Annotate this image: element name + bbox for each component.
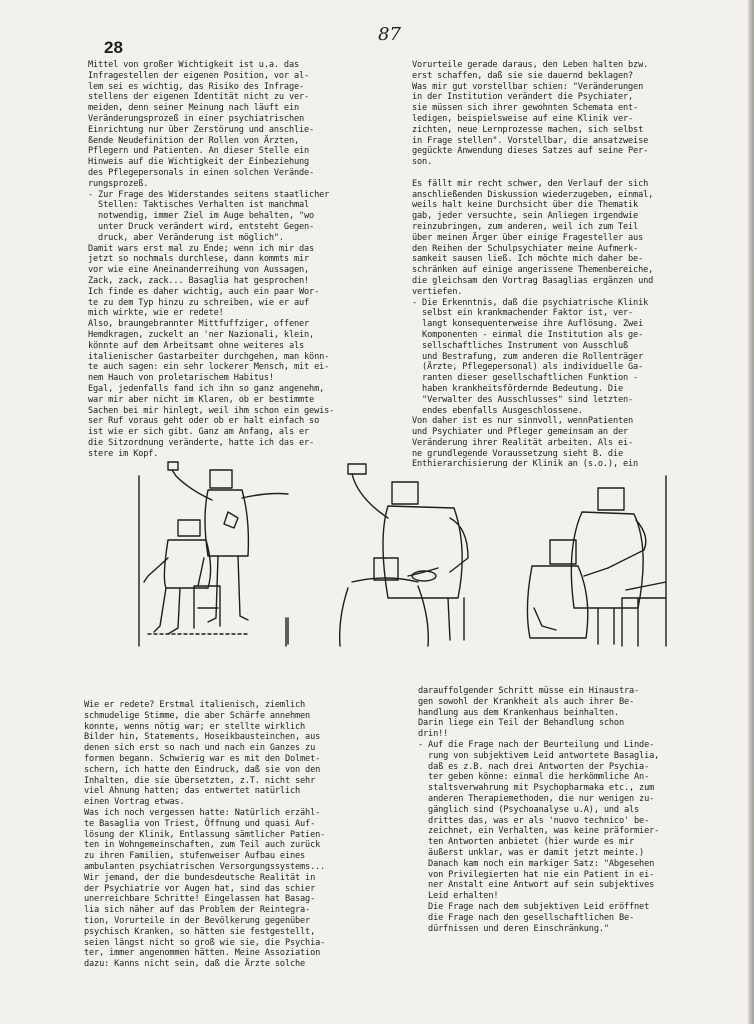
- text-line: Enthierarchisierung der Klinik an (s.o.), ein: [412, 459, 639, 470]
- text-line: ten in Wohngemeinschaften, zum Teil auch zurück: [84, 840, 321, 851]
- text-line: seien längst nicht so groß wie sie, die Psychia-: [84, 937, 326, 948]
- text-line: Vorurteile gerade daraus, den Leben halten bzw.: [412, 60, 649, 70]
- text-line: drin!!: [418, 729, 449, 740]
- text-line: staltsverwahrung mit Psychopharmaka etc., zum: [418, 783, 655, 794]
- text-line: des Pflegepersonals in einen solchen Verände-: [88, 167, 315, 178]
- text-line: ten Antworten anbietet (hier wurde es mir: [418, 837, 635, 848]
- text-column-bottom-left: [84, 700, 384, 970]
- text-line: te auch sagen: ein sehr lockerer Mensch, mit ei-: [88, 362, 330, 373]
- text-line: unter Druck verändert wird, entsteht Gegen-: [88, 221, 315, 232]
- text-line: - Die Erkenntnis, daß die psychiatrische Klinik: [412, 297, 649, 308]
- text-line: samkeit sausen ließ. Ich möchte mich daher be-: [412, 254, 644, 265]
- text-line: in der Institution verändert die Psychiater,: [412, 92, 634, 103]
- text-line: te zu dem Typ hinzu zu schreiben, wie er auf: [88, 297, 310, 308]
- text-line: drittes das, was er als 'nuovo technico' be-: [418, 815, 650, 826]
- text-column-bottom-right: [418, 686, 724, 936]
- text-line: Von daher ist es nur sinnvoll, wennPatienten: [412, 416, 634, 427]
- text-line: notwendig, immer Ziel im Auge behalten, "wo: [88, 211, 315, 222]
- text-line: Mittel von großer Wichtigkeit ist u.a. das: [88, 60, 300, 70]
- text-line: Was ich noch vergessen hatte: Natürlich erzähl-: [84, 807, 321, 818]
- cartoon-illustration: [138, 458, 670, 654]
- text-line: Darin liege ein Teil der Behandlung schon: [418, 718, 624, 729]
- text-line: - Auf die Frage nach der Beurteilung und Linde-: [418, 739, 655, 750]
- text-line: [412, 168, 722, 179]
- text-line: lösung der Klinik, Entlassung sämtlicher Patien-: [84, 829, 326, 840]
- text-line: Leid erhalten!: [418, 891, 499, 902]
- text-line: Was mir gut vorstellbar schien: "Veränderungen: [412, 81, 644, 92]
- text-line: die gleichsam den Vortrag Basaglias ergänzen und: [412, 275, 654, 286]
- text-line: Bilder hin, Statements, Hoseikbausteinchen, aus: [84, 732, 321, 743]
- text-line: Hemdkragen, zuckelt an 'ner Nazionali, klein,: [88, 329, 315, 340]
- text-line: ledigen, beispielsweise auf eine Klinik ver-: [412, 113, 634, 124]
- text-line: ist wie er sich gibt. Ganz am Anfang, als er: [88, 427, 310, 438]
- text-line: denen sich erst so nach und nach ein Ganzes zu: [84, 743, 316, 754]
- text-line: von Privilegierten hat nie ein Patient in ei-: [418, 869, 655, 880]
- text-line: und Psychiater und Pfleger gemeinsam an der: [412, 427, 629, 438]
- text-line: lem sei es wichtig, das Risiko des Infrage-: [88, 81, 305, 92]
- text-line: ter geben könne: einmal die herkömmliche An-: [418, 772, 650, 783]
- text-line: Pflegern und Patienten. An dieser Stelle ein: [88, 146, 310, 157]
- text-line: Es fällt mir recht schwer, den Verlauf der sich: [412, 178, 649, 189]
- text-line: war mir aber nicht im Klaren, ob er bestimmte: [88, 394, 315, 405]
- text-line: konnte, wenns nötig war; er stellte wirklich: [84, 721, 306, 732]
- text-line: äußerst unklar, was er damit jetzt meinte.): [418, 847, 645, 858]
- cartoon-panel-3: [527, 488, 666, 646]
- text-line: Wie er redete? Erstmal italienisch, ziemlich: [84, 700, 306, 710]
- text-line: Komponenten - einmal die Institution als ge-: [412, 329, 644, 340]
- text-line: rungsprozeß.: [88, 178, 149, 189]
- text-line: meiden, denn seiner Meinung nach läuft ein: [88, 103, 300, 114]
- text-line: selbst ein krankmachender Faktor ist, ver-: [412, 308, 634, 319]
- text-line: Egal, jedenfalls fand ich ihn so ganz angenehm,: [88, 383, 325, 394]
- text-line: stere im Kopf.: [88, 448, 159, 459]
- text-line: - Zur Frage des Widerstandes seitens staatlicher: [88, 189, 330, 200]
- text-line: Einrichtung nur über Zerstörung und anschlie-: [88, 124, 315, 135]
- text-line: den Reihen der Schulpsychiater meine Aufmerk-: [412, 243, 639, 254]
- printed-page-number: 28: [104, 38, 123, 57]
- text-line: erst schaffen, daß sie sie dauernd beklagen?: [412, 70, 634, 81]
- text-line: gegückte Anwendung dieses Satzes auf seine Per-: [412, 146, 649, 157]
- text-line: nem Hauch von proletarischem Habitus!: [88, 373, 274, 384]
- text-line: vertiefen.: [412, 286, 463, 297]
- text-line: die Frage nach den gesellschaftlichen Be-: [418, 912, 635, 923]
- text-line: Hinweis auf die Wichtigkeit der Einbeziehung: [88, 157, 310, 168]
- text-line: mich wirkte, wie er redete!: [88, 308, 224, 319]
- text-line: Inhalten, die sie übersetzten, z.T. nicht sehr: [84, 775, 316, 786]
- text-line: vor wie eine Aneinanderreihung von Aussagen,: [88, 265, 310, 276]
- text-line: anderen Therapiemethoden, die nur wenigen zu-: [418, 793, 655, 804]
- text-line: psychisch Kranken, so hätten sie festgestellt,: [84, 926, 316, 937]
- text-line: zu ihren Familien, stufenweiser Aufbau eines: [84, 851, 306, 862]
- text-line: Sachen bei mir hinlegt, weil ihm schon ein gewis-: [88, 405, 335, 416]
- text-line: könnte auf dem Arbeitsamt ohne weiteres als: [88, 340, 305, 351]
- text-line: stellens der eigenen Identität nicht zu ver-: [88, 92, 310, 103]
- text-line: druck, aber Veränderung ist möglich".: [88, 232, 284, 243]
- text-line: gen sowohl der Krankheit als auch ihrer Be-: [418, 696, 635, 707]
- text-line: gänglich sind (Psychoanalyse u.A), und als: [418, 804, 640, 815]
- text-line: handlung aus dem Krankenhaus beinhalten.: [418, 707, 619, 718]
- text-line: ne grundlegende Voraussetzung sieht B. die: [412, 448, 624, 459]
- text-line: die Sitzordnung veränderte, hatte ich das er-: [88, 437, 315, 448]
- text-line: ser Ruf voraus geht oder ob er halt einfach so: [88, 416, 320, 427]
- page-edge-shadow: [748, 0, 754, 1024]
- text-line: und Bestrafung, zum anderen die Rollenträger: [412, 351, 644, 362]
- text-line: rung von subjektivem Leid antwortete Basaglia,: [418, 750, 660, 761]
- cartoon-panel-1: [144, 462, 288, 634]
- text-line: ranten dieser gesellschaftlichen Funktion -: [412, 373, 639, 384]
- text-line: unerreichbare Schritte! Eingelassen hat Basag-: [84, 894, 316, 905]
- text-line: Stellen: Taktisches Verhalten ist manchmal: [88, 200, 310, 211]
- text-line: ner Anstalt eine Antwort auf sein subjektives: [418, 880, 655, 891]
- text-line: sie müssen sich ihrer gewohnten Schemata ent-: [412, 103, 639, 114]
- text-line: (Ärzte, Pflegepersonal) als individuelle Ga-: [412, 362, 644, 373]
- text-line: schränken auf einige angerissene Themenbereiche,: [412, 265, 654, 276]
- text-column-top-left: [88, 60, 388, 459]
- text-line: son.: [412, 157, 433, 168]
- text-line: Infragestellen der eigenen Position, vor al-: [88, 70, 310, 81]
- text-line: zichten, neue Lernprozesse machen, sich selbst: [412, 124, 644, 135]
- handwritten-page-number: 87: [378, 24, 401, 45]
- text-column-top-right: [412, 60, 722, 470]
- text-line: "Verwalter des Ausschlusses" sind letzten-: [412, 394, 634, 405]
- text-line: der Psychiatrie vor Augen hat, sind das schier: [84, 883, 316, 894]
- text-line: schmudelige Stimme, die aber Schärfe annehmen: [84, 710, 311, 721]
- text-line: reinzubringen, zum anderen, weil ich zum Teil: [412, 221, 639, 232]
- text-line: Wir jemand, der die bundesdeutsche Realität in: [84, 872, 316, 883]
- text-line: einen Vortrag etwas.: [84, 797, 185, 808]
- text-line: sellschaftliches Instrument von Ausschluß: [412, 340, 629, 351]
- text-line: schern, ich hatte den Eindruck, daß sie von den: [84, 764, 321, 775]
- text-line: über meinen Ärger über einige Fragesteller aus: [412, 232, 644, 243]
- text-line: Also, braungebrannter Mittfuffziger, offener: [88, 319, 310, 330]
- text-line: Ich finde es daher wichtig, auch ein paar Wor-: [88, 286, 320, 297]
- text-line: tion, Vorurteile in der Bevölkerung gegenüber: [84, 915, 311, 926]
- text-line: te Basaglia von Triest, Öffnung und quasi Auf-: [84, 818, 316, 829]
- text-line: dazu: Kanns nicht sein, daß die Ärzte solche: [84, 959, 306, 970]
- text-line: ßende Neudefinition der Rollen von Ärzten,: [88, 135, 300, 146]
- text-line: ter, immer angenommen hätten. Meine Assoziation: [84, 948, 321, 959]
- text-line: ambulanten psychiatrischen Versorgungssystems...: [84, 861, 326, 872]
- text-line: weils halt keine Durchsicht über die Thematik: [412, 200, 639, 211]
- text-line: gab, jeder versuchte, sein Anliegen irgendwie: [412, 211, 639, 222]
- cartoon-panel-2: [288, 464, 468, 646]
- text-line: langt konsequenterweise ihre Auflösung. Zwei: [412, 319, 644, 330]
- text-line: Zack, zack, zack... Basaglia hat gesprochen!: [88, 275, 310, 286]
- text-line: formen begann. Schwierig war es mit den Dolmet-: [84, 753, 321, 764]
- text-line: endes ebenfalls Ausgeschlossene.: [412, 405, 583, 416]
- text-line: jetzt so nochmals durchlese, dann kommts mir: [88, 254, 310, 265]
- text-line: Veränderung ihrer Realität arbeiten. Als ei-: [412, 437, 634, 448]
- text-line: Veränderungsprozeß in einer psychiatrischen: [88, 113, 305, 124]
- text-line: viel Ahnung hatten; das entwertet natürlich: [84, 786, 301, 797]
- text-line: darauffolgender Schritt müsse ein Hinaustra-: [418, 686, 640, 696]
- text-line: Die Frage nach dem subjektiven Leid eröffnet: [418, 901, 650, 912]
- text-line: italienischer Gastarbeiter durchgehen, man könn-: [88, 351, 330, 362]
- text-line: lia sich näher auf das Problem der Reintegra-: [84, 905, 311, 916]
- text-line: in Frage stellen". Vorstellbar, die ansatzweise: [412, 135, 649, 146]
- text-line: haben krankheitsfördernde Bedeutung. Die: [412, 383, 624, 394]
- text-line: Damit wars erst mal zu Ende; wenn ich mir das: [88, 243, 315, 254]
- text-line: daß es z.B. nach drei Antworten der Psychia-: [418, 761, 650, 772]
- text-line: Danach kam noch ein markiger Satz: "Abgesehen: [418, 858, 655, 869]
- text-line: anschließenden Diskussion wiederzugeben, einmal,: [412, 189, 654, 200]
- text-line: zeichnet, ein Verhalten, was keine präformier-: [418, 826, 660, 837]
- text-line: dürfnissen und deren Einschränkung.": [418, 923, 609, 934]
